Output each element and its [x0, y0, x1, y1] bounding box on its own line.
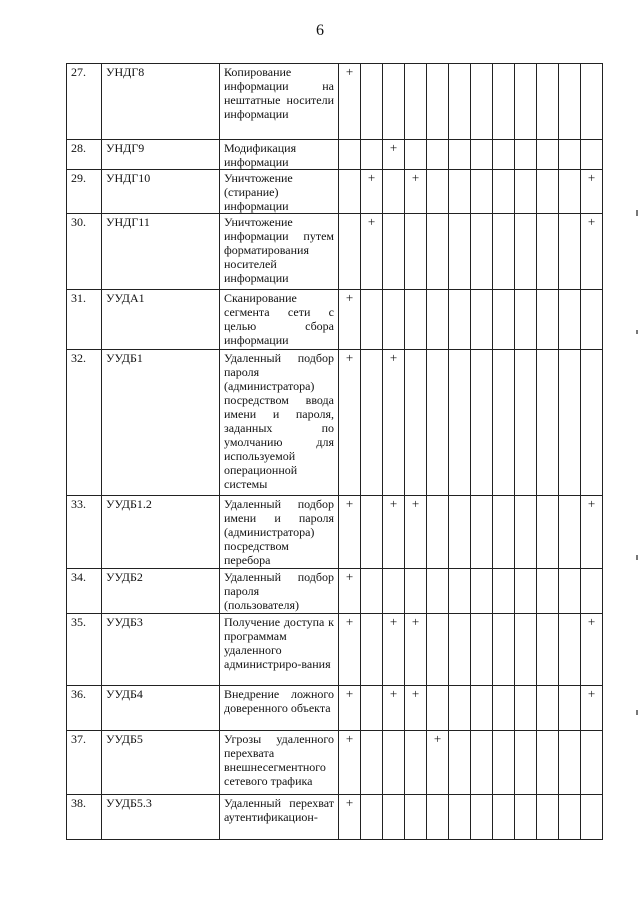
mark-cell: [383, 64, 405, 140]
plus-mark: +: [361, 214, 383, 290]
plus-mark: +: [339, 64, 361, 140]
plus-mark: +: [581, 686, 603, 731]
scan-edge-mark: [636, 555, 638, 560]
plus-mark: +: [581, 170, 603, 214]
mark-cell: [383, 214, 405, 290]
mark-cell: [537, 350, 559, 496]
mark-cell: [405, 350, 427, 496]
plus-mark: +: [581, 614, 603, 686]
mark-cell: [493, 686, 515, 731]
mark-cell: [471, 290, 493, 350]
mark-cell: [515, 614, 537, 686]
mark-cell: [581, 290, 603, 350]
mark-cell: [493, 170, 515, 214]
mark-cell: [559, 731, 581, 795]
threat-description: Угрозы удаленного перехвата внешнесегментного сетевого трафика: [220, 731, 339, 795]
threats-table-body: [67, 64, 603, 840]
mark-cell: [361, 496, 383, 569]
mark-cell: [559, 795, 581, 840]
mark-cell: [471, 214, 493, 290]
row-number: 35.: [67, 614, 102, 686]
mark-cell: [361, 795, 383, 840]
row-number: 31.: [67, 290, 102, 350]
mark-cell: [493, 64, 515, 140]
plus-mark: +: [405, 686, 427, 731]
mark-cell: [471, 350, 493, 496]
plus-mark: +: [383, 686, 405, 731]
row-number: 38.: [67, 795, 102, 840]
mark-cell: [361, 64, 383, 140]
mark-cell: [339, 140, 361, 170]
mark-cell: [405, 290, 427, 350]
mark-cell: [405, 731, 427, 795]
mark-cell: [559, 569, 581, 614]
mark-cell: [427, 569, 449, 614]
plus-mark: +: [339, 686, 361, 731]
mark-cell: [449, 686, 471, 731]
table-row: [67, 614, 603, 686]
mark-cell: [537, 64, 559, 140]
mark-cell: [537, 290, 559, 350]
table-row: [67, 214, 603, 290]
row-number: 27.: [67, 64, 102, 140]
mark-cell: [361, 290, 383, 350]
threat-description: Получение доступа к программам удаленного администриро-вания: [220, 614, 339, 686]
mark-cell: [383, 290, 405, 350]
mark-cell: [449, 140, 471, 170]
mark-cell: [471, 795, 493, 840]
mark-cell: [559, 614, 581, 686]
mark-cell: [405, 140, 427, 170]
row-number: 30.: [67, 214, 102, 290]
plus-mark: +: [383, 614, 405, 686]
threat-code: УНДГ9: [102, 140, 220, 170]
plus-mark: +: [339, 350, 361, 496]
mark-cell: [339, 170, 361, 214]
mark-cell: [581, 569, 603, 614]
threat-code: УНДГ10: [102, 170, 220, 214]
plus-mark: +: [405, 614, 427, 686]
mark-cell: [493, 614, 515, 686]
mark-cell: [361, 569, 383, 614]
mark-cell: [537, 731, 559, 795]
threat-description: Удаленный подбор пароля (пользователя): [220, 569, 339, 614]
mark-cell: [405, 214, 427, 290]
mark-cell: [383, 569, 405, 614]
table-row: [67, 290, 603, 350]
mark-cell: [515, 569, 537, 614]
mark-cell: [537, 795, 559, 840]
mark-cell: [427, 140, 449, 170]
plus-mark: +: [581, 214, 603, 290]
mark-cell: [405, 795, 427, 840]
threat-code: УУДБ5.3: [102, 795, 220, 840]
threat-description: Удаленный подбор пароля (администратора) посредством ввода имени и пароля, заданных по умолчанию для используемой операционной системы: [220, 350, 339, 496]
threat-code: УУДБ4: [102, 686, 220, 731]
mark-cell: [449, 496, 471, 569]
plus-mark: +: [339, 795, 361, 840]
threat-code: УУДБ2: [102, 569, 220, 614]
table-row: [67, 170, 603, 214]
mark-cell: [427, 170, 449, 214]
mark-cell: [559, 290, 581, 350]
plus-mark: +: [339, 290, 361, 350]
mark-cell: [493, 140, 515, 170]
threat-description: Копирование информации на нештатные носители информации: [220, 64, 339, 140]
plus-mark: +: [361, 170, 383, 214]
threat-description: Модификация информации: [220, 140, 339, 170]
mark-cell: [493, 290, 515, 350]
mark-cell: [515, 350, 537, 496]
mark-cell: [361, 731, 383, 795]
mark-cell: [361, 140, 383, 170]
mark-cell: [383, 795, 405, 840]
mark-cell: [515, 140, 537, 170]
mark-cell: [471, 614, 493, 686]
threat-code: УУДБ1.2: [102, 496, 220, 569]
mark-cell: [515, 731, 537, 795]
mark-cell: [537, 170, 559, 214]
mark-cell: [449, 290, 471, 350]
mark-cell: [471, 731, 493, 795]
plus-mark: +: [383, 140, 405, 170]
mark-cell: [427, 496, 449, 569]
mark-cell: [427, 290, 449, 350]
mark-cell: [515, 795, 537, 840]
threat-description: Удаленный подбор имени и пароля (администратора) посредством перебора: [220, 496, 339, 569]
threats-table: [66, 63, 603, 840]
threat-code: УУДБ3: [102, 614, 220, 686]
mark-cell: [427, 214, 449, 290]
mark-cell: [559, 64, 581, 140]
mark-cell: [493, 731, 515, 795]
mark-cell: [471, 686, 493, 731]
mark-cell: [581, 731, 603, 795]
mark-cell: [361, 350, 383, 496]
row-number: 29.: [67, 170, 102, 214]
plus-mark: +: [405, 496, 427, 569]
table-row: [67, 686, 603, 731]
plus-mark: +: [581, 496, 603, 569]
mark-cell: [449, 614, 471, 686]
mark-cell: [581, 64, 603, 140]
mark-cell: [449, 350, 471, 496]
threat-description: Уничтожение информации путем форматирования носителей информации: [220, 214, 339, 290]
mark-cell: [405, 569, 427, 614]
plus-mark: +: [339, 614, 361, 686]
mark-cell: [427, 614, 449, 686]
mark-cell: [515, 290, 537, 350]
mark-cell: [559, 496, 581, 569]
threat-code: УУДБ5: [102, 731, 220, 795]
mark-cell: [449, 795, 471, 840]
scan-edge-mark: [636, 710, 638, 715]
mark-cell: [471, 140, 493, 170]
mark-cell: [515, 64, 537, 140]
table-row: [67, 64, 603, 140]
mark-cell: [515, 686, 537, 731]
mark-cell: [471, 569, 493, 614]
mark-cell: [471, 496, 493, 569]
mark-cell: [581, 795, 603, 840]
mark-cell: [515, 214, 537, 290]
plus-mark: +: [405, 170, 427, 214]
plus-mark: +: [427, 731, 449, 795]
mark-cell: [493, 214, 515, 290]
mark-cell: [559, 140, 581, 170]
mark-cell: [515, 170, 537, 214]
table-row: [67, 496, 603, 569]
mark-cell: [493, 795, 515, 840]
mark-cell: [559, 214, 581, 290]
mark-cell: [537, 569, 559, 614]
mark-cell: [361, 614, 383, 686]
mark-cell: [537, 614, 559, 686]
mark-cell: [581, 350, 603, 496]
mark-cell: [427, 350, 449, 496]
row-number: 32.: [67, 350, 102, 496]
mark-cell: [537, 496, 559, 569]
mark-cell: [537, 686, 559, 731]
table-row: [67, 350, 603, 496]
threat-code: УУДБ1: [102, 350, 220, 496]
mark-cell: [427, 686, 449, 731]
row-number: 34.: [67, 569, 102, 614]
mark-cell: [559, 686, 581, 731]
row-number: 36.: [67, 686, 102, 731]
row-number: 37.: [67, 731, 102, 795]
mark-cell: [427, 795, 449, 840]
threat-code: УНДГ8: [102, 64, 220, 140]
row-number: 33.: [67, 496, 102, 569]
page-number: 6: [316, 22, 324, 39]
mark-cell: [493, 496, 515, 569]
mark-cell: [471, 170, 493, 214]
threat-code: УУДА1: [102, 290, 220, 350]
mark-cell: [449, 731, 471, 795]
mark-cell: [581, 140, 603, 170]
threat-description: Уничтожение (стирание) информации: [220, 170, 339, 214]
table-row: [67, 795, 603, 840]
plus-mark: +: [383, 350, 405, 496]
scan-edge-mark: [636, 210, 638, 216]
threat-description: Удаленный перехват аутентификацион-: [220, 795, 339, 840]
plus-mark: +: [383, 496, 405, 569]
mark-cell: [537, 140, 559, 170]
mark-cell: [559, 350, 581, 496]
row-number: 28.: [67, 140, 102, 170]
mark-cell: [361, 686, 383, 731]
mark-cell: [449, 170, 471, 214]
mark-cell: [427, 64, 449, 140]
mark-cell: [471, 64, 493, 140]
mark-cell: [559, 170, 581, 214]
mark-cell: [383, 170, 405, 214]
mark-cell: [405, 64, 427, 140]
table-row: [67, 569, 603, 614]
threat-code: УНДГ11: [102, 214, 220, 290]
mark-cell: [383, 731, 405, 795]
mark-cell: [515, 496, 537, 569]
mark-cell: [537, 214, 559, 290]
scan-edge-mark: [636, 330, 638, 334]
plus-mark: +: [339, 569, 361, 614]
plus-mark: +: [339, 496, 361, 569]
threat-description: Сканирование сегмента сети с целью сбора информации: [220, 290, 339, 350]
table-row: [67, 140, 603, 170]
plus-mark: +: [339, 731, 361, 795]
mark-cell: [449, 64, 471, 140]
mark-cell: [493, 569, 515, 614]
mark-cell: [449, 214, 471, 290]
table-row: [67, 731, 603, 795]
mark-cell: [493, 350, 515, 496]
threat-description: Внедрение ложного доверенного объекта: [220, 686, 339, 731]
mark-cell: [339, 214, 361, 290]
mark-cell: [449, 569, 471, 614]
